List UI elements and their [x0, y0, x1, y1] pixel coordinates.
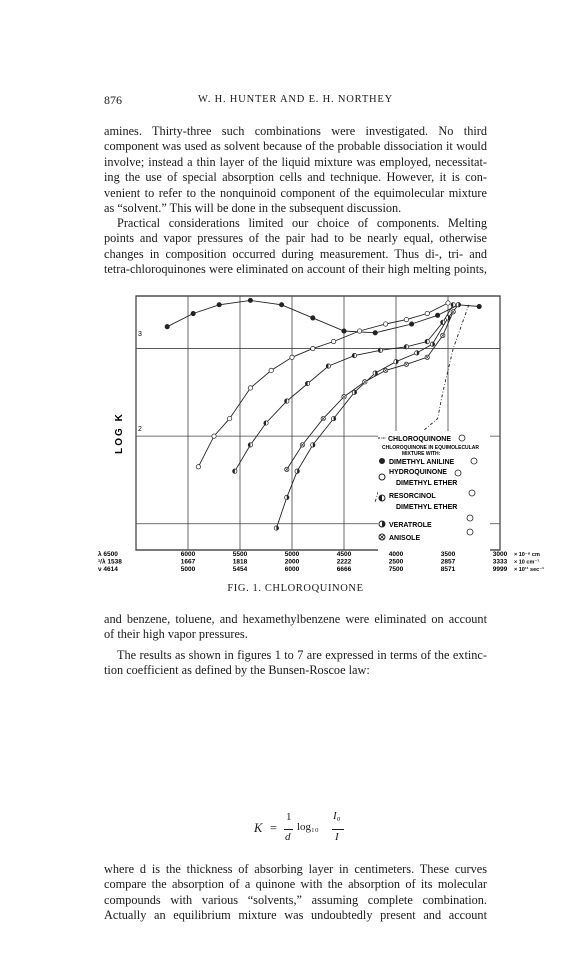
legend-entry: DIMETHYL ETHER	[396, 480, 458, 487]
text-line: compounds with various “solvents,” assuming complete combination.	[104, 892, 487, 907]
axis-row-value: 2222	[336, 558, 352, 566]
data-point	[248, 298, 252, 302]
text-line: Practical considerations limited our choice of components. Melting	[117, 216, 487, 230]
text-line: as “solvent.” This will be done in the subsequent discussion.	[104, 201, 402, 216]
axis-row-label: ν 4614	[98, 566, 118, 573]
series-line	[167, 300, 479, 332]
axis-row-value: 5500	[232, 551, 248, 558]
data-point	[477, 304, 481, 308]
axis-row-unit: × 10¹¹ sec⁻¹	[514, 567, 544, 573]
axis-row-value: 1818	[232, 558, 248, 566]
data-point	[227, 416, 231, 420]
eq-log: log₁₀	[297, 821, 319, 833]
data-point	[311, 346, 315, 350]
eq-fraction-bar	[284, 829, 293, 830]
eq-fraction-bar	[332, 829, 344, 830]
data-point	[357, 329, 361, 333]
bunsen-roscoe-equation	[252, 810, 362, 850]
text-line: involve; instead a thin layer of the liquid mixture was employed, necessitat-	[104, 154, 487, 169]
paragraph-4	[104, 648, 487, 679]
axis-row-label: ¹/λ 1538	[98, 558, 122, 566]
axis-row-value: 6666	[336, 566, 352, 573]
legend-marker-filled	[379, 458, 385, 464]
axis-row-value: 4000	[388, 551, 404, 558]
text-line: The results as shown in figures 1 to 7 are expressed in terms of the extinc-	[117, 648, 487, 662]
data-point	[404, 317, 408, 321]
running-head-authors: W. H. HUNTER AND E. H. NORTHEY	[197, 94, 394, 105]
text-line: component was used as solvent because of the probable dissociation it would	[104, 139, 487, 154]
data-point	[446, 301, 450, 305]
y-tick-2: 2	[138, 426, 142, 433]
legend-entry: DIMETHYL ETHER	[396, 504, 458, 511]
axis-row-value: 1667	[180, 558, 196, 566]
axis-row-value: 9999	[492, 566, 508, 573]
running-header	[104, 93, 487, 109]
data-point	[373, 331, 377, 335]
data-point	[269, 368, 273, 372]
eq-den1: d	[285, 831, 291, 843]
axis-row-value: 6000	[180, 551, 196, 558]
axis-row-value: 2500	[388, 558, 404, 566]
legend-subtitle: MIXTURE WITH:	[402, 451, 441, 457]
data-point	[212, 434, 216, 438]
data-point	[196, 465, 200, 469]
axis-row-value: 3333	[492, 558, 508, 566]
data-point	[248, 386, 252, 390]
paragraph-3	[104, 612, 487, 643]
axis-row-value: 5000	[180, 566, 196, 573]
data-point	[191, 311, 195, 315]
text-line: of their high vapor pressures.	[104, 627, 248, 642]
data-point	[425, 311, 429, 315]
y-axis-label	[114, 412, 125, 454]
page-number: 876	[104, 93, 122, 107]
legend-marker-open	[379, 474, 385, 480]
legend-entry: RESORCINOL	[389, 493, 436, 500]
legend-entry: VERATROLE	[389, 522, 432, 529]
y-tick-3: 3	[138, 331, 142, 338]
series-dimethyl-aniline	[165, 298, 481, 335]
axis-row-value: 4500	[336, 551, 352, 558]
paragraph-5	[104, 862, 487, 924]
data-point	[435, 313, 439, 317]
data-point	[311, 316, 315, 320]
axis-row-value: 8571	[440, 566, 456, 573]
data-point	[331, 339, 335, 343]
eq-equals: =	[270, 821, 278, 835]
text-line: compare the absorption of a quinone with the absorption of its molecular	[104, 877, 487, 892]
text-line: venient to refer to the nonquinoid component of the equimolecular mixture	[104, 185, 487, 200]
legend-entry: ANISOLE	[389, 535, 421, 542]
axis-row-unit: × 10⁻⁸ cm	[514, 552, 540, 558]
axis-row-value: 2857	[440, 558, 456, 566]
data-point	[383, 322, 387, 326]
axis-row-unit: × 10 cm⁻¹	[514, 559, 540, 566]
data-point	[165, 324, 169, 328]
data-point	[290, 355, 294, 359]
text-line: where d is the thickness of absorbing layer in centimeters. These curves	[104, 862, 487, 876]
figure-chart	[96, 288, 544, 580]
paragraph-2	[104, 216, 487, 278]
text-line: tetra-chloroquinones were eliminated on account of their high melting points,	[104, 262, 487, 277]
eq-den2: I	[335, 831, 339, 843]
figure-caption: FIG. 1. CHLOROQUINONE	[227, 583, 364, 594]
text-line: Actually an equilibrium mixture was undoubtedly present and account	[104, 908, 487, 923]
legend-entry: DIMETHYL ANILINE	[389, 459, 455, 466]
text-line: changes in composition occurred during measurement. Thus di-, tri- and	[104, 246, 487, 261]
axis-row-label: λ 6500	[98, 551, 118, 558]
axis-row-value: 6000	[284, 566, 300, 573]
eq-num2: I₀	[333, 810, 341, 822]
axis-row-value: 7500	[388, 566, 404, 573]
text-line: and benzene, toluene, and hexamethylbenzene were eliminated on account	[104, 612, 487, 626]
text-line: amines. Thirty-three such combinations were investigated. No third	[104, 124, 487, 138]
eq-lhs: K	[254, 821, 263, 835]
legend-title: CHLOROQUINONE	[388, 436, 451, 443]
axis-row-value: 3000	[492, 551, 508, 558]
legend	[378, 431, 490, 555]
text-line: tion coefficient as defined by the Bunsen-Roscoe law:	[104, 663, 370, 678]
data-point	[279, 303, 283, 307]
axis-row-value: 2000	[284, 558, 300, 566]
text-line: points and vapor pressures of the pair had to be nearly equal, otherwise	[104, 231, 487, 246]
data-point	[342, 329, 346, 333]
legend-subtitle: CHLOROQUINONE IN EQUIMOLECULAR	[382, 445, 479, 451]
axis-row-value: 5454	[232, 566, 248, 573]
axis-row-value: 5000	[284, 551, 300, 558]
text-line: ing the use of special absorption cells and technique. However, it is con-	[104, 170, 487, 185]
data-point	[217, 303, 221, 307]
data-point	[409, 322, 413, 326]
paragraph-1	[104, 124, 487, 216]
legend-entry: HYDROQUINONE	[389, 469, 447, 476]
axis-row-value: 3500	[440, 551, 456, 558]
y-axis-label-text: LOG K	[114, 412, 125, 454]
eq-num1: 1	[286, 811, 292, 823]
